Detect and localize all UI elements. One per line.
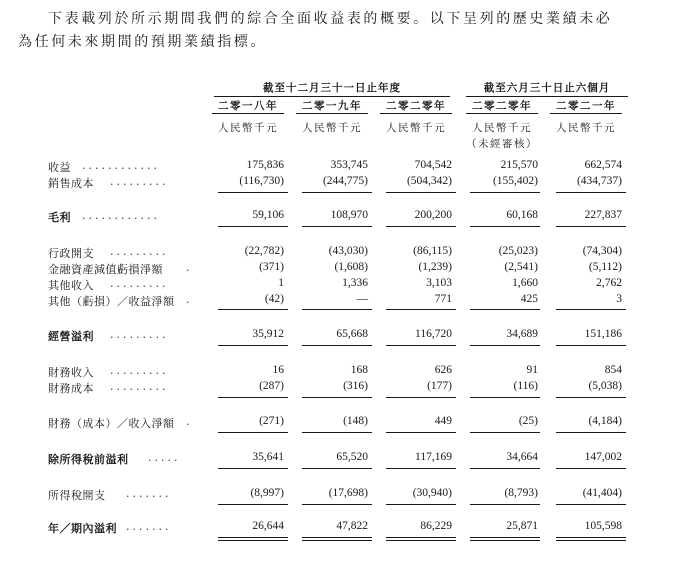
leader-dots: ......... — [110, 328, 169, 341]
total-double-rule — [302, 537, 372, 541]
subtotal-rule — [556, 397, 626, 398]
value-cell: 2,762 — [596, 277, 622, 289]
header-annual-period: 截至十二月三十一日止年度 — [214, 80, 450, 97]
subtotal-rule — [218, 432, 288, 433]
value-cell: (434,737) — [576, 175, 622, 187]
subtotal-rule — [556, 192, 626, 193]
table-row-profit-before-tax — [0, 451, 673, 466]
value-cell: (25,023) — [498, 245, 538, 257]
table-row-profit-for-period — [0, 520, 673, 535]
value-cell: (42) — [264, 293, 284, 305]
value-cell: (287) — [259, 380, 284, 392]
value-cell: (74,304) — [582, 245, 622, 257]
subtotal-rule — [470, 345, 540, 346]
value-cell: — — [356, 293, 368, 305]
total-double-rule — [386, 537, 456, 541]
value-cell: 65,520 — [336, 451, 368, 463]
value-cell: 35,912 — [252, 328, 284, 340]
table-row-other-gains-losses — [0, 293, 673, 308]
value-cell: 16 — [272, 364, 284, 376]
subtotal-rule — [302, 345, 372, 346]
unit-header: 人民幣千元 — [386, 122, 446, 134]
unit-header: 人民幣千元 — [472, 122, 532, 134]
table-row-impairment-loss — [0, 261, 673, 276]
value-cell: (504,342) — [406, 175, 452, 187]
subtotal-rule — [386, 468, 456, 469]
value-cell: 1 — [278, 277, 284, 289]
subtotal-rule — [302, 468, 372, 469]
table-row-income-tax — [0, 487, 673, 502]
leader-dots: ............ — [82, 159, 160, 172]
subtotal-rule — [386, 432, 456, 433]
table-row-net-finance — [0, 415, 673, 430]
subtotal-rule — [218, 309, 288, 310]
row-label: 其他收入 — [48, 279, 94, 292]
table-row-gross-profit — [0, 209, 673, 224]
leader-dots: . — [186, 415, 193, 428]
row-label: 金融資產減值虧損淨額 — [48, 263, 163, 276]
subtotal-rule — [302, 504, 372, 505]
value-cell: 3 — [616, 293, 622, 305]
subtotal-rule — [302, 226, 372, 227]
value-cell: (316) — [343, 380, 368, 392]
value-cell: (1,608) — [334, 261, 368, 273]
row-label: 財務成本 — [48, 382, 94, 395]
value-cell: 59,106 — [252, 209, 284, 221]
subtotal-rule — [556, 345, 626, 346]
row-label: 財務（成本）／收入淨額 — [48, 417, 175, 430]
row-label: 其他（虧損）／收益淨額 — [48, 295, 175, 308]
subtotal-rule — [218, 226, 288, 227]
value-cell: (116,730) — [239, 175, 284, 187]
total-double-rule — [556, 537, 626, 541]
value-cell: 200,200 — [414, 209, 452, 221]
subtotal-rule — [302, 397, 372, 398]
subtotal-rule — [218, 192, 288, 193]
value-cell: 47,822 — [336, 520, 368, 532]
table-row-finance-costs — [0, 380, 673, 395]
table-row-other-income — [0, 277, 673, 292]
year-header-2019: 二零一九年 — [296, 98, 368, 114]
value-cell: 65,668 — [336, 328, 368, 340]
row-label: 銷售成本 — [48, 177, 94, 190]
value-cell: 105,598 — [584, 520, 622, 532]
value-cell: 25,871 — [506, 520, 538, 532]
value-cell: 116,720 — [415, 328, 452, 340]
leader-dots: . — [186, 293, 193, 306]
value-cell: 168 — [350, 364, 368, 376]
subtotal-rule — [218, 397, 288, 398]
value-cell: 86,229 — [420, 520, 452, 532]
value-cell: (22,782) — [244, 245, 284, 257]
header-six-month-period: 截至六月三十日止六個月 — [466, 80, 628, 97]
leader-dots: ....... — [126, 520, 172, 533]
row-label: 行政開支 — [48, 247, 94, 260]
subtotal-rule — [470, 192, 540, 193]
value-cell: (2,541) — [504, 261, 538, 273]
value-cell: 91 — [526, 364, 538, 376]
subtotal-rule — [302, 192, 372, 193]
year-header-2021-six-month: 二零二一年 — [550, 98, 622, 114]
value-cell: 227,837 — [584, 209, 622, 221]
value-cell: (155,402) — [492, 175, 538, 187]
value-cell: 60,168 — [506, 209, 538, 221]
leader-dots: ....... — [126, 487, 172, 500]
subtotal-rule — [556, 468, 626, 469]
value-cell: (5,038) — [588, 380, 622, 392]
value-cell: 3,103 — [426, 277, 452, 289]
value-cell: (86,115) — [413, 245, 452, 257]
subtotal-rule — [556, 226, 626, 227]
value-cell: 1,336 — [342, 277, 368, 289]
value-cell: (244,775) — [322, 175, 368, 187]
value-cell: 771 — [434, 293, 452, 305]
unit-header: 人民幣千元 — [218, 122, 278, 134]
subtotal-rule — [386, 309, 456, 310]
table-row-finance-income — [0, 364, 673, 379]
value-cell: 26,644 — [252, 520, 284, 532]
value-cell: (1,239) — [418, 261, 452, 273]
value-cell: 626 — [434, 364, 452, 376]
subtotal-rule — [386, 226, 456, 227]
year-header-2018: 二零一八年 — [212, 98, 284, 114]
row-label: 財務收入 — [48, 366, 94, 379]
subtotal-rule — [218, 468, 288, 469]
row-label: 經營溢利 — [48, 330, 94, 343]
row-label: 毛利 — [48, 211, 71, 224]
row-label: 所得稅開支 — [48, 489, 106, 502]
value-cell: 175,836 — [246, 159, 284, 171]
subtotal-rule — [556, 309, 626, 310]
row-label: 年／期內溢利 — [48, 522, 117, 535]
value-cell: 1,660 — [512, 277, 538, 289]
value-cell: 425 — [520, 293, 538, 305]
value-cell: 854 — [604, 364, 622, 376]
value-cell: (8,793) — [504, 487, 538, 499]
value-cell: (148) — [343, 415, 368, 427]
leader-dots: ......... — [110, 175, 169, 188]
value-cell: (4,184) — [588, 415, 622, 427]
value-cell: 353,745 — [330, 159, 368, 171]
value-cell: 108,970 — [330, 209, 368, 221]
subtotal-rule — [218, 504, 288, 505]
subtotal-rule — [386, 345, 456, 346]
value-cell: (116) — [513, 380, 538, 392]
leader-dots: ......... — [110, 245, 169, 258]
subtotal-rule — [218, 345, 288, 346]
value-cell: (271) — [259, 415, 284, 427]
subtotal-rule — [386, 397, 456, 398]
table-row-admin-expenses — [0, 245, 673, 260]
value-cell: 34,664 — [506, 451, 538, 463]
total-double-rule — [470, 537, 540, 541]
unit-header: 人民幣千元 — [556, 122, 616, 134]
subtotal-rule — [470, 309, 540, 310]
value-cell: 662,574 — [584, 159, 622, 171]
row-label: 除所得稅前溢利 — [48, 453, 129, 466]
intro-line-1: 下表載列於所示期間我們的綜合全面收益表的概要。以下呈列的歷史業績未必 — [48, 11, 613, 27]
subtotal-rule — [386, 192, 456, 193]
year-header-2020: 二零二零年 — [380, 98, 452, 114]
value-cell: 34,689 — [506, 328, 538, 340]
value-cell: (43,030) — [328, 245, 368, 257]
row-label: 收益 — [48, 161, 71, 174]
value-cell: 151,186 — [584, 328, 622, 340]
table-row-cost-of-sales — [0, 175, 673, 190]
value-cell: (17,698) — [328, 487, 368, 499]
subtotal-rule — [470, 504, 540, 505]
value-cell: 704,542 — [414, 159, 452, 171]
year-header-2020-six-month: 二零二零年 — [466, 98, 538, 114]
value-cell: (371) — [259, 261, 284, 273]
leader-dots: . — [186, 261, 193, 274]
leader-dots: ..... — [148, 451, 181, 464]
value-cell: 117,169 — [415, 451, 452, 463]
subtotal-rule — [470, 432, 540, 433]
subtotal-rule — [556, 504, 626, 505]
unaudited-note: （未經審核） — [466, 138, 538, 150]
unit-header: 人民幣千元 — [302, 122, 362, 134]
intro-paragraph — [18, 8, 658, 54]
subtotal-rule — [470, 397, 540, 398]
leader-dots: ......... — [110, 380, 169, 393]
subtotal-rule — [470, 468, 540, 469]
table-row-operating-profit — [0, 328, 673, 343]
subtotal-rule — [386, 504, 456, 505]
value-cell: 147,002 — [584, 451, 622, 463]
value-cell: (41,404) — [582, 487, 622, 499]
leader-dots: ......... — [110, 364, 169, 377]
value-cell: (8,997) — [250, 487, 284, 499]
total-double-rule — [218, 537, 288, 541]
subtotal-rule — [302, 432, 372, 433]
subtotal-rule — [556, 432, 626, 433]
intro-line-2: 為任何未來期間的預期業績指標。 — [18, 34, 267, 50]
value-cell: (5,112) — [588, 261, 622, 273]
value-cell: 449 — [434, 415, 452, 427]
subtotal-rule — [302, 309, 372, 310]
value-cell: (177) — [427, 380, 452, 392]
value-cell: 35,641 — [252, 451, 284, 463]
value-cell: (30,940) — [412, 487, 452, 499]
value-cell: 215,570 — [500, 159, 538, 171]
leader-dots: ............ — [82, 209, 160, 222]
subtotal-rule — [470, 226, 540, 227]
leader-dots: ......... — [110, 277, 169, 290]
value-cell: (25) — [518, 415, 538, 427]
table-row-revenue — [0, 159, 673, 174]
